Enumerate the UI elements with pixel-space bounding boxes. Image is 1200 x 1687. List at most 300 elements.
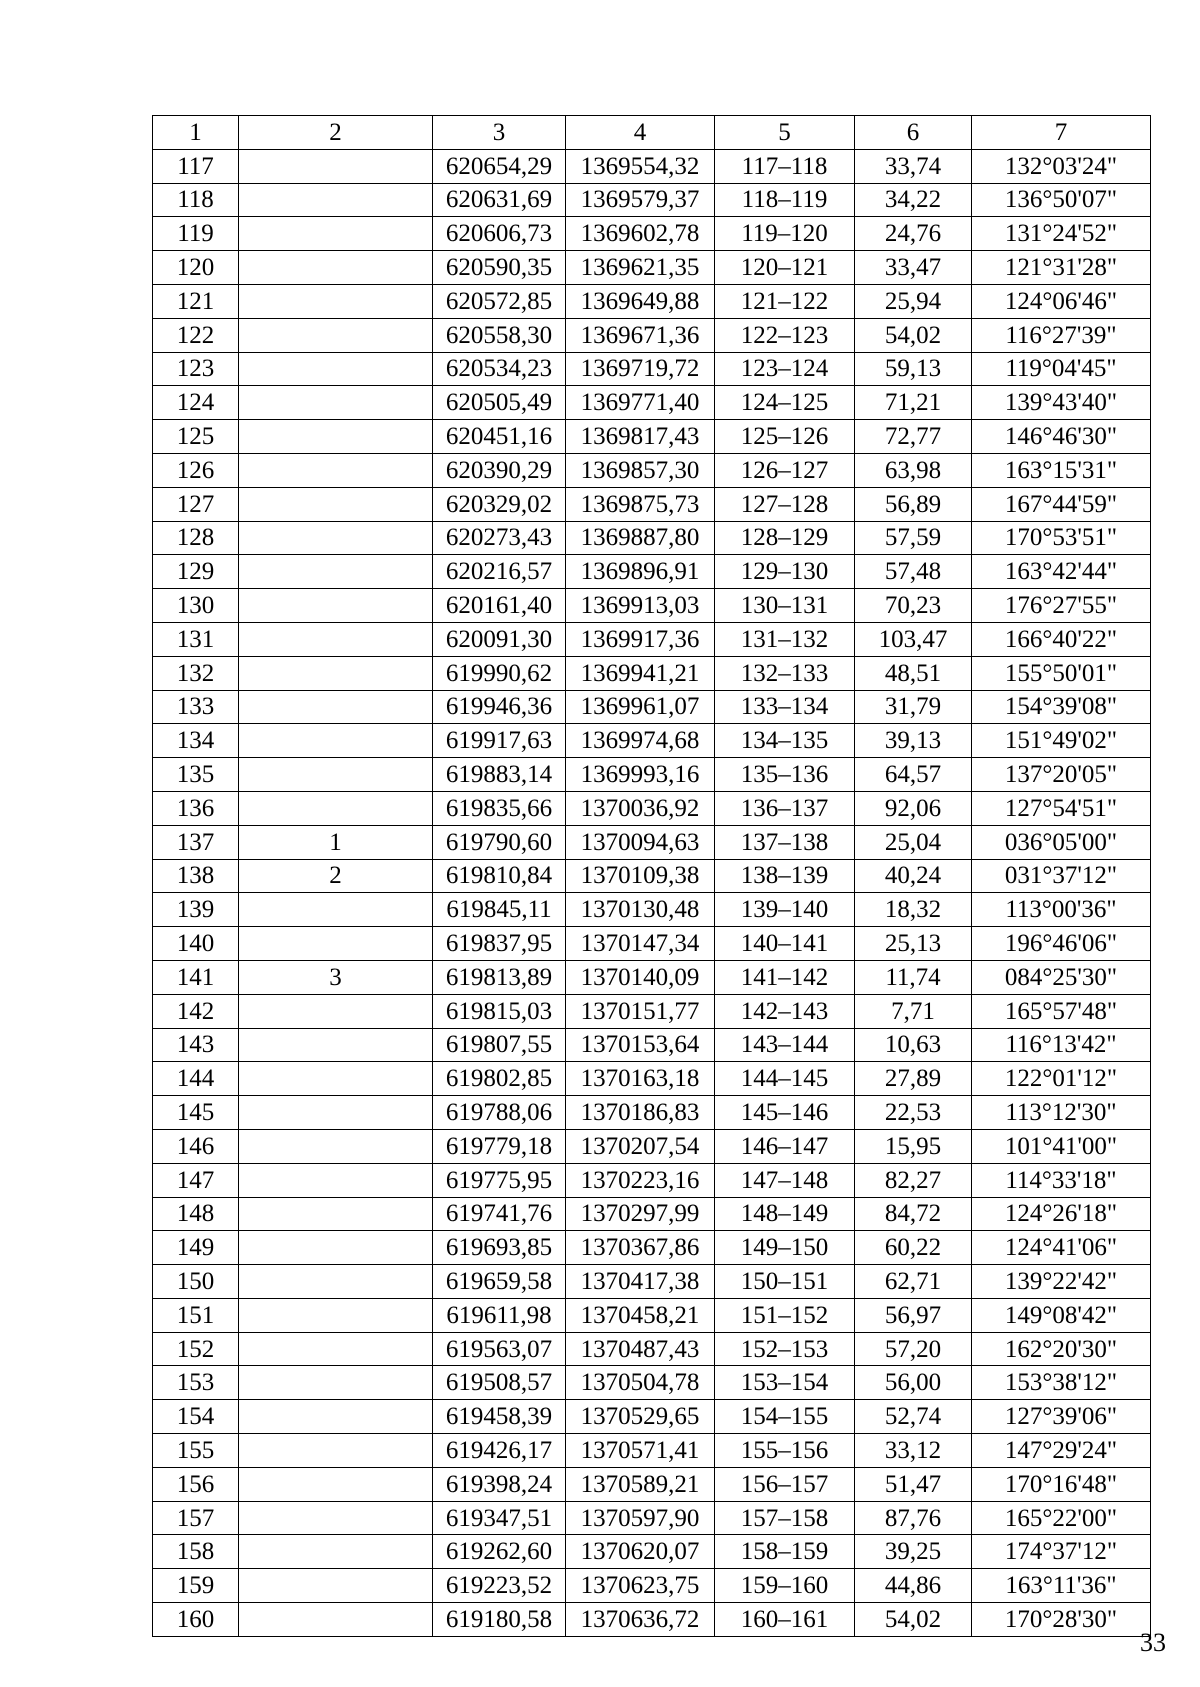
cell-point: 129 <box>153 555 239 589</box>
cell-segment: 159–160 <box>715 1569 855 1603</box>
cell-x: 619775,95 <box>433 1163 566 1197</box>
cell-segment: 149–150 <box>715 1231 855 1265</box>
header-cell-y: 4 <box>566 116 715 150</box>
cell-y: 1369649,88 <box>566 284 715 318</box>
cell-bearing: 101°41'00" <box>972 1129 1151 1163</box>
cell-bearing: 147°29'24" <box>972 1434 1151 1468</box>
cell-point: 136 <box>153 791 239 825</box>
table-row <box>153 1603 1151 1637</box>
cell-x: 620572,85 <box>433 284 566 318</box>
cell-point: 124 <box>153 386 239 420</box>
cell-length: 57,48 <box>855 555 972 589</box>
cell-length: 18,32 <box>855 893 972 927</box>
cell-length: 7,71 <box>855 994 972 1028</box>
cell-length: 56,00 <box>855 1366 972 1400</box>
cell-segment: 146–147 <box>715 1129 855 1163</box>
cell-mark <box>239 791 433 825</box>
cell-length: 56,89 <box>855 487 972 521</box>
cell-x: 619845,11 <box>433 893 566 927</box>
cell-x: 619693,85 <box>433 1231 566 1265</box>
cell-bearing: 139°43'40" <box>972 386 1151 420</box>
cell-x: 619347,51 <box>433 1501 566 1535</box>
cell-x: 620216,57 <box>433 555 566 589</box>
cell-length: 54,02 <box>855 1603 972 1637</box>
cell-bearing: 176°27'55" <box>972 589 1151 623</box>
cell-length: 22,53 <box>855 1096 972 1130</box>
cell-x: 619779,18 <box>433 1129 566 1163</box>
cell-length: 34,22 <box>855 183 972 217</box>
cell-segment: 155–156 <box>715 1434 855 1468</box>
cell-x: 619508,57 <box>433 1366 566 1400</box>
cell-segment: 130–131 <box>715 589 855 623</box>
cell-mark <box>239 1603 433 1637</box>
header-cell-x: 3 <box>433 116 566 150</box>
cell-y: 1370186,83 <box>566 1096 715 1130</box>
cell-length: 25,04 <box>855 825 972 859</box>
cell-length: 63,98 <box>855 453 972 487</box>
table-row <box>153 994 1151 1028</box>
cell-x: 619946,36 <box>433 690 566 724</box>
cell-mark <box>239 183 433 217</box>
cell-length: 56,97 <box>855 1298 972 1332</box>
cell-point: 151 <box>153 1298 239 1332</box>
cell-segment: 157–158 <box>715 1501 855 1535</box>
table-row <box>153 1028 1151 1062</box>
cell-y: 1370636,72 <box>566 1603 715 1637</box>
cell-y: 1369913,03 <box>566 589 715 623</box>
cell-x: 619180,58 <box>433 1603 566 1637</box>
cell-mark <box>239 453 433 487</box>
cell-y: 1369875,73 <box>566 487 715 521</box>
cell-x: 619883,14 <box>433 758 566 792</box>
cell-mark <box>239 1265 433 1299</box>
cell-bearing: 131°24'52" <box>972 217 1151 251</box>
cell-bearing: 031°37'12" <box>972 859 1151 893</box>
cell-y: 1370597,90 <box>566 1501 715 1535</box>
cell-mark <box>239 149 433 183</box>
cell-y: 1370529,65 <box>566 1400 715 1434</box>
cell-length: 82,27 <box>855 1163 972 1197</box>
cell-bearing: 151°49'02" <box>972 724 1151 758</box>
cell-bearing: 132°03'24" <box>972 149 1151 183</box>
table-row <box>153 251 1151 285</box>
table-row <box>153 690 1151 724</box>
table-row <box>153 1569 1151 1603</box>
cell-mark <box>239 217 433 251</box>
cell-y: 1370153,64 <box>566 1028 715 1062</box>
table-row <box>153 420 1151 454</box>
cell-x: 620091,30 <box>433 622 566 656</box>
cell-x: 619223,52 <box>433 1569 566 1603</box>
cell-point: 154 <box>153 1400 239 1434</box>
cell-point: 133 <box>153 690 239 724</box>
cell-y: 1370589,21 <box>566 1467 715 1501</box>
table-row <box>153 521 1151 555</box>
cell-point: 144 <box>153 1062 239 1096</box>
cell-x: 619917,63 <box>433 724 566 758</box>
cell-mark <box>239 724 433 758</box>
cell-segment: 145–146 <box>715 1096 855 1130</box>
cell-bearing: 124°26'18" <box>972 1197 1151 1231</box>
cell-mark <box>239 1467 433 1501</box>
table-row <box>153 791 1151 825</box>
cell-point: 139 <box>153 893 239 927</box>
cell-point: 159 <box>153 1569 239 1603</box>
cell-y: 1370620,07 <box>566 1535 715 1569</box>
cell-bearing: 170°28'30" <box>972 1603 1151 1637</box>
cell-mark <box>239 893 433 927</box>
cell-mark: 1 <box>239 825 433 859</box>
table-row <box>153 1501 1151 1535</box>
cell-bearing: 166°40'22" <box>972 622 1151 656</box>
cell-segment: 160–161 <box>715 1603 855 1637</box>
cell-length: 72,77 <box>855 420 972 454</box>
cell-x: 620451,16 <box>433 420 566 454</box>
cell-point: 138 <box>153 859 239 893</box>
cell-segment: 138–139 <box>715 859 855 893</box>
table-row <box>153 656 1151 690</box>
cell-mark <box>239 251 433 285</box>
cell-y: 1369887,80 <box>566 521 715 555</box>
cell-length: 52,74 <box>855 1400 972 1434</box>
cell-y: 1370207,54 <box>566 1129 715 1163</box>
cell-point: 155 <box>153 1434 239 1468</box>
cell-segment: 126–127 <box>715 453 855 487</box>
cell-point: 157 <box>153 1501 239 1535</box>
table-row <box>153 1400 1151 1434</box>
cell-mark <box>239 1298 433 1332</box>
cell-point: 152 <box>153 1332 239 1366</box>
cell-y: 1369719,72 <box>566 352 715 386</box>
table-row <box>153 927 1151 961</box>
header-cell-segment: 5 <box>715 116 855 150</box>
table-row <box>153 453 1151 487</box>
cell-y: 1370623,75 <box>566 1569 715 1603</box>
cell-mark <box>239 1400 433 1434</box>
cell-length: 92,06 <box>855 791 972 825</box>
cell-x: 620654,29 <box>433 149 566 183</box>
cell-y: 1370163,18 <box>566 1062 715 1096</box>
cell-bearing: 139°22'42" <box>972 1265 1151 1299</box>
table-row <box>153 1535 1151 1569</box>
cell-length: 70,23 <box>855 589 972 623</box>
cell-x: 619990,62 <box>433 656 566 690</box>
cell-point: 135 <box>153 758 239 792</box>
cell-length: 25,94 <box>855 284 972 318</box>
cell-mark <box>239 927 433 961</box>
cell-segment: 128–129 <box>715 521 855 555</box>
cell-bearing: 121°31'28" <box>972 251 1151 285</box>
cell-x: 619815,03 <box>433 994 566 1028</box>
cell-segment: 140–141 <box>715 927 855 961</box>
cell-length: 84,72 <box>855 1197 972 1231</box>
cell-mark <box>239 487 433 521</box>
cell-bearing: 170°53'51" <box>972 521 1151 555</box>
cell-point: 130 <box>153 589 239 623</box>
cell-y: 1369993,16 <box>566 758 715 792</box>
cell-x: 619835,66 <box>433 791 566 825</box>
cell-bearing: 154°39'08" <box>972 690 1151 724</box>
cell-y: 1370504,78 <box>566 1366 715 1400</box>
header-cell-mark: 2 <box>239 116 433 150</box>
cell-y: 1369579,37 <box>566 183 715 217</box>
cell-y: 1370147,34 <box>566 927 715 961</box>
table-row <box>153 859 1151 893</box>
cell-bearing: 196°46'06" <box>972 927 1151 961</box>
cell-x: 619807,55 <box>433 1028 566 1062</box>
cell-segment: 123–124 <box>715 352 855 386</box>
coordinates-table <box>152 115 1151 1637</box>
cell-bearing: 122°01'12" <box>972 1062 1151 1096</box>
table-row <box>153 1129 1151 1163</box>
cell-x: 619659,58 <box>433 1265 566 1299</box>
cell-y: 1370223,16 <box>566 1163 715 1197</box>
cell-mark <box>239 1332 433 1366</box>
cell-point: 145 <box>153 1096 239 1130</box>
cell-y: 1369771,40 <box>566 386 715 420</box>
cell-bearing: 174°37'12" <box>972 1535 1151 1569</box>
cell-mark <box>239 758 433 792</box>
cell-segment: 158–159 <box>715 1535 855 1569</box>
cell-point: 132 <box>153 656 239 690</box>
cell-bearing: 113°12'30" <box>972 1096 1151 1130</box>
cell-point: 131 <box>153 622 239 656</box>
table-row <box>153 555 1151 589</box>
cell-x: 620606,73 <box>433 217 566 251</box>
cell-mark <box>239 555 433 589</box>
cell-length: 51,47 <box>855 1467 972 1501</box>
cell-length: 62,71 <box>855 1265 972 1299</box>
cell-length: 33,47 <box>855 251 972 285</box>
cell-point: 134 <box>153 724 239 758</box>
cell-mark <box>239 1366 433 1400</box>
cell-bearing: 165°22'00" <box>972 1501 1151 1535</box>
cell-length: 59,13 <box>855 352 972 386</box>
cell-point: 128 <box>153 521 239 555</box>
cell-bearing: 136°50'07" <box>972 183 1151 217</box>
cell-bearing: 149°08'42" <box>972 1298 1151 1332</box>
cell-point: 153 <box>153 1366 239 1400</box>
cell-mark <box>239 386 433 420</box>
cell-segment: 137–138 <box>715 825 855 859</box>
cell-segment: 147–148 <box>715 1163 855 1197</box>
cell-length: 48,51 <box>855 656 972 690</box>
cell-x: 620329,02 <box>433 487 566 521</box>
table-row <box>153 1197 1151 1231</box>
cell-point: 117 <box>153 149 239 183</box>
cell-bearing: 127°54'51" <box>972 791 1151 825</box>
cell-x: 619790,60 <box>433 825 566 859</box>
cell-mark <box>239 622 433 656</box>
cell-point: 121 <box>153 284 239 318</box>
cell-mark <box>239 1028 433 1062</box>
cell-length: 103,47 <box>855 622 972 656</box>
cell-bearing: 124°41'06" <box>972 1231 1151 1265</box>
cell-y: 1370458,21 <box>566 1298 715 1332</box>
cell-length: 27,89 <box>855 1062 972 1096</box>
table-row <box>153 386 1151 420</box>
cell-x: 619813,89 <box>433 960 566 994</box>
cell-mark <box>239 1535 433 1569</box>
cell-mark <box>239 420 433 454</box>
cell-point: 158 <box>153 1535 239 1569</box>
cell-point: 160 <box>153 1603 239 1637</box>
cell-segment: 143–144 <box>715 1028 855 1062</box>
cell-point: 120 <box>153 251 239 285</box>
table-row <box>153 1467 1151 1501</box>
cell-segment: 134–135 <box>715 724 855 758</box>
cell-x: 619802,85 <box>433 1062 566 1096</box>
cell-x: 620505,49 <box>433 386 566 420</box>
cell-bearing: 127°39'06" <box>972 1400 1151 1434</box>
cell-mark <box>239 690 433 724</box>
cell-segment: 117–118 <box>715 149 855 183</box>
cell-y: 1370297,99 <box>566 1197 715 1231</box>
table-row <box>153 217 1151 251</box>
cell-bearing: 163°42'44" <box>972 555 1151 589</box>
table-row <box>153 1231 1151 1265</box>
cell-y: 1369817,43 <box>566 420 715 454</box>
cell-length: 10,63 <box>855 1028 972 1062</box>
cell-segment: 131–132 <box>715 622 855 656</box>
table-row <box>153 825 1151 859</box>
table-row <box>153 352 1151 386</box>
cell-x: 619458,39 <box>433 1400 566 1434</box>
cell-point: 143 <box>153 1028 239 1062</box>
cell-segment: 150–151 <box>715 1265 855 1299</box>
cell-mark <box>239 1231 433 1265</box>
cell-segment: 153–154 <box>715 1366 855 1400</box>
cell-y: 1369974,68 <box>566 724 715 758</box>
cell-x: 619398,24 <box>433 1467 566 1501</box>
cell-x: 619788,06 <box>433 1096 566 1130</box>
cell-y: 1370140,09 <box>566 960 715 994</box>
cell-length: 71,21 <box>855 386 972 420</box>
cell-segment: 139–140 <box>715 893 855 927</box>
cell-length: 11,74 <box>855 960 972 994</box>
cell-mark: 2 <box>239 859 433 893</box>
cell-bearing: 165°57'48" <box>972 994 1151 1028</box>
cell-x: 620558,30 <box>433 318 566 352</box>
cell-bearing: 170°16'48" <box>972 1467 1151 1501</box>
table-row <box>153 1062 1151 1096</box>
cell-bearing: 163°15'31" <box>972 453 1151 487</box>
cell-length: 44,86 <box>855 1569 972 1603</box>
cell-segment: 135–136 <box>715 758 855 792</box>
cell-mark <box>239 1096 433 1130</box>
cell-bearing: 119°04'45" <box>972 352 1151 386</box>
cell-point: 142 <box>153 994 239 1028</box>
cell-segment: 144–145 <box>715 1062 855 1096</box>
cell-x: 619262,60 <box>433 1535 566 1569</box>
cell-mark <box>239 1129 433 1163</box>
cell-y: 1369554,32 <box>566 149 715 183</box>
table-row <box>153 589 1151 623</box>
cell-segment: 125–126 <box>715 420 855 454</box>
header-cell-length: 6 <box>855 116 972 150</box>
cell-bearing: 155°50'01" <box>972 656 1151 690</box>
cell-y: 1369857,30 <box>566 453 715 487</box>
cell-segment: 142–143 <box>715 994 855 1028</box>
cell-point: 137 <box>153 825 239 859</box>
cell-y: 1369917,36 <box>566 622 715 656</box>
cell-length: 57,20 <box>855 1332 972 1366</box>
cell-x: 619563,07 <box>433 1332 566 1366</box>
cell-point: 146 <box>153 1129 239 1163</box>
table-row <box>153 960 1151 994</box>
cell-point: 150 <box>153 1265 239 1299</box>
cell-bearing: 137°20'05" <box>972 758 1151 792</box>
cell-segment: 118–119 <box>715 183 855 217</box>
table-row <box>153 1265 1151 1299</box>
cell-y: 1370417,38 <box>566 1265 715 1299</box>
cell-length: 57,59 <box>855 521 972 555</box>
cell-length: 60,22 <box>855 1231 972 1265</box>
cell-segment: 148–149 <box>715 1197 855 1231</box>
cell-y: 1370109,38 <box>566 859 715 893</box>
table-row <box>153 1096 1151 1130</box>
table-row <box>153 487 1151 521</box>
cell-segment: 132–133 <box>715 656 855 690</box>
cell-x: 619611,98 <box>433 1298 566 1332</box>
cell-mark: 3 <box>239 960 433 994</box>
cell-segment: 127–128 <box>715 487 855 521</box>
cell-segment: 129–130 <box>715 555 855 589</box>
cell-x: 620590,35 <box>433 251 566 285</box>
table-row <box>153 318 1151 352</box>
cell-length: 64,57 <box>855 758 972 792</box>
cell-bearing: 146°46'30" <box>972 420 1151 454</box>
cell-point: 147 <box>153 1163 239 1197</box>
cell-y: 1370151,77 <box>566 994 715 1028</box>
page-number: 33 <box>1140 1628 1166 1657</box>
cell-segment: 124–125 <box>715 386 855 420</box>
cell-mark <box>239 1197 433 1231</box>
cell-point: 148 <box>153 1197 239 1231</box>
cell-y: 1370487,43 <box>566 1332 715 1366</box>
cell-mark <box>239 1569 433 1603</box>
cell-segment: 154–155 <box>715 1400 855 1434</box>
cell-point: 141 <box>153 960 239 994</box>
cell-bearing: 116°13'42" <box>972 1028 1151 1062</box>
cell-length: 15,95 <box>855 1129 972 1163</box>
cell-y: 1370094,63 <box>566 825 715 859</box>
cell-mark <box>239 1434 433 1468</box>
cell-bearing: 124°06'46" <box>972 284 1151 318</box>
table-row <box>153 1332 1151 1366</box>
cell-x: 620161,40 <box>433 589 566 623</box>
cell-length: 33,74 <box>855 149 972 183</box>
cell-bearing: 162°20'30" <box>972 1332 1151 1366</box>
header-cell-bearing: 7 <box>972 116 1151 150</box>
cell-segment: 120–121 <box>715 251 855 285</box>
cell-length: 39,25 <box>855 1535 972 1569</box>
cell-length: 54,02 <box>855 318 972 352</box>
cell-mark <box>239 994 433 1028</box>
cell-length: 87,76 <box>855 1501 972 1535</box>
header-cell-point: 1 <box>153 116 239 150</box>
table-header-row <box>153 116 1151 150</box>
table-row <box>153 1366 1151 1400</box>
cell-segment: 152–153 <box>715 1332 855 1366</box>
cell-point: 125 <box>153 420 239 454</box>
cell-mark <box>239 352 433 386</box>
cell-x: 620273,43 <box>433 521 566 555</box>
cell-segment: 156–157 <box>715 1467 855 1501</box>
cell-y: 1369671,36 <box>566 318 715 352</box>
cell-length: 33,12 <box>855 1434 972 1468</box>
cell-length: 25,13 <box>855 927 972 961</box>
